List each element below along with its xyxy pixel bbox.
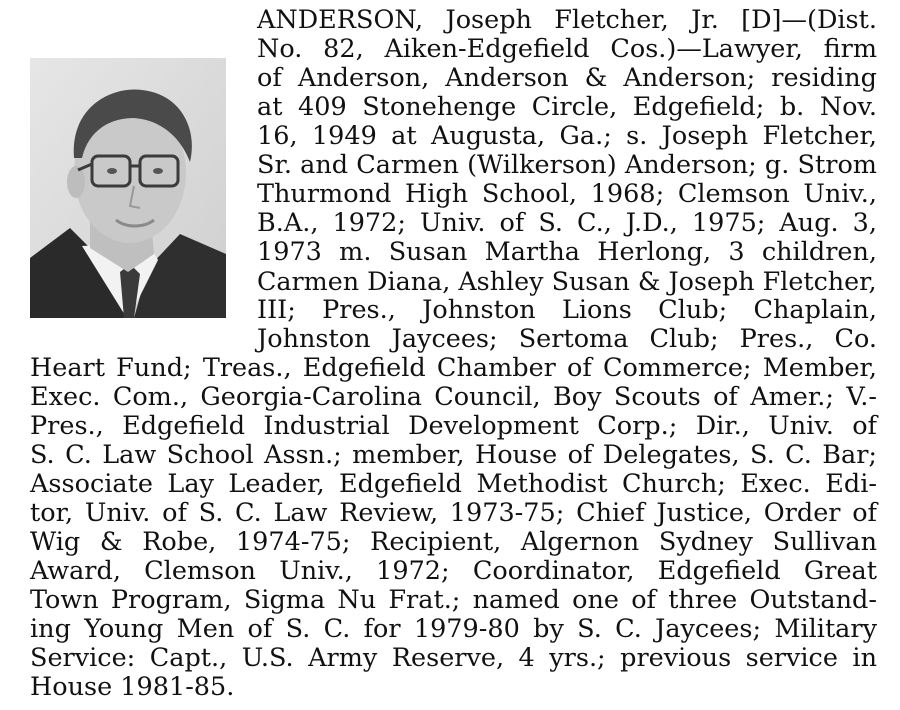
entry-line-16: S. C. Law School Assn.; member, House of Delegates, S. C. Bar; bbox=[30, 440, 877, 470]
entry-line-19: Wig & Robe, 1974-75; Recipient, Algernon Sydney Sullivan bbox=[30, 527, 877, 557]
entry-line-15: Pres., Edgefield Industrial Development Corp.; Dir., Univ. of bbox=[30, 411, 877, 441]
entry-line-3: of Anderson, Anderson & Anderson; residing bbox=[257, 63, 877, 93]
entry-line-24: House 1981-85. bbox=[30, 672, 235, 702]
entry-line-2: No. 82, Aiken-Edgefield Cos.)—Lawyer, firm bbox=[257, 34, 877, 64]
entry-line-4: at 409 Stonehenge Circle, Edgefield; b. Nov. bbox=[257, 92, 877, 122]
entry-line-8: B.A., 1972; Univ. of S. C., J.D., 1975; Aug. 3, bbox=[257, 208, 877, 238]
portrait-photo bbox=[30, 58, 226, 318]
entry-line-5: 16, 1949 at Augusta, Ga.; s. Joseph Fletcher, bbox=[257, 121, 877, 151]
entry-line-22: ing Young Men of S. C. for 1979-80 by S. C. Jaycees; Military bbox=[30, 614, 877, 644]
entry-line-20: Award, Clemson Univ., 1972; Coordinator, Edgefield Great bbox=[30, 556, 877, 586]
entry-line-21: Town Program, Sigma Nu Frat.; named one of three Outstand- bbox=[30, 585, 877, 615]
entry-line-7: Thurmond High School, 1968; Clemson Univ., bbox=[257, 179, 877, 209]
entry-line-9: 1973 m. Susan Martha Herlong, 3 children, bbox=[257, 237, 877, 267]
entry-line-17: Associate Lay Leader, Edgefield Methodist Church; Exec. Edi- bbox=[30, 469, 877, 499]
entry-line-10: Carmen Diana, Ashley Susan & Joseph Fletcher, bbox=[257, 266, 877, 296]
entry-line-14: Exec. Com., Georgia-Carolina Council, Boy Scouts of Amer.; V.- bbox=[30, 382, 877, 412]
entry-line-13: Heart Fund; Treas., Edgefield Chamber of Commerce; Member, bbox=[30, 353, 877, 383]
entry-line-23: Service: Capt., U.S. Army Reserve, 4 yrs.; previous service in bbox=[30, 643, 877, 673]
portrait-illustration bbox=[30, 58, 226, 318]
entry-line-12: Johnston Jaycees; Sertoma Club; Pres., Co. bbox=[257, 324, 877, 354]
entry-line-1: ANDERSON, Joseph Fletcher, Jr. [D]—(Dist. bbox=[257, 5, 877, 35]
entry-line-18: tor, Univ. of S. C. Law Review, 1973-75; Chief Justice, Order of bbox=[30, 498, 877, 528]
entry-line-6: Sr. and Carmen (Wilkerson) Anderson; g. Strom bbox=[257, 150, 877, 180]
entry-line-11: III; Pres., Johnston Lions Club; Chaplain, bbox=[257, 295, 877, 325]
